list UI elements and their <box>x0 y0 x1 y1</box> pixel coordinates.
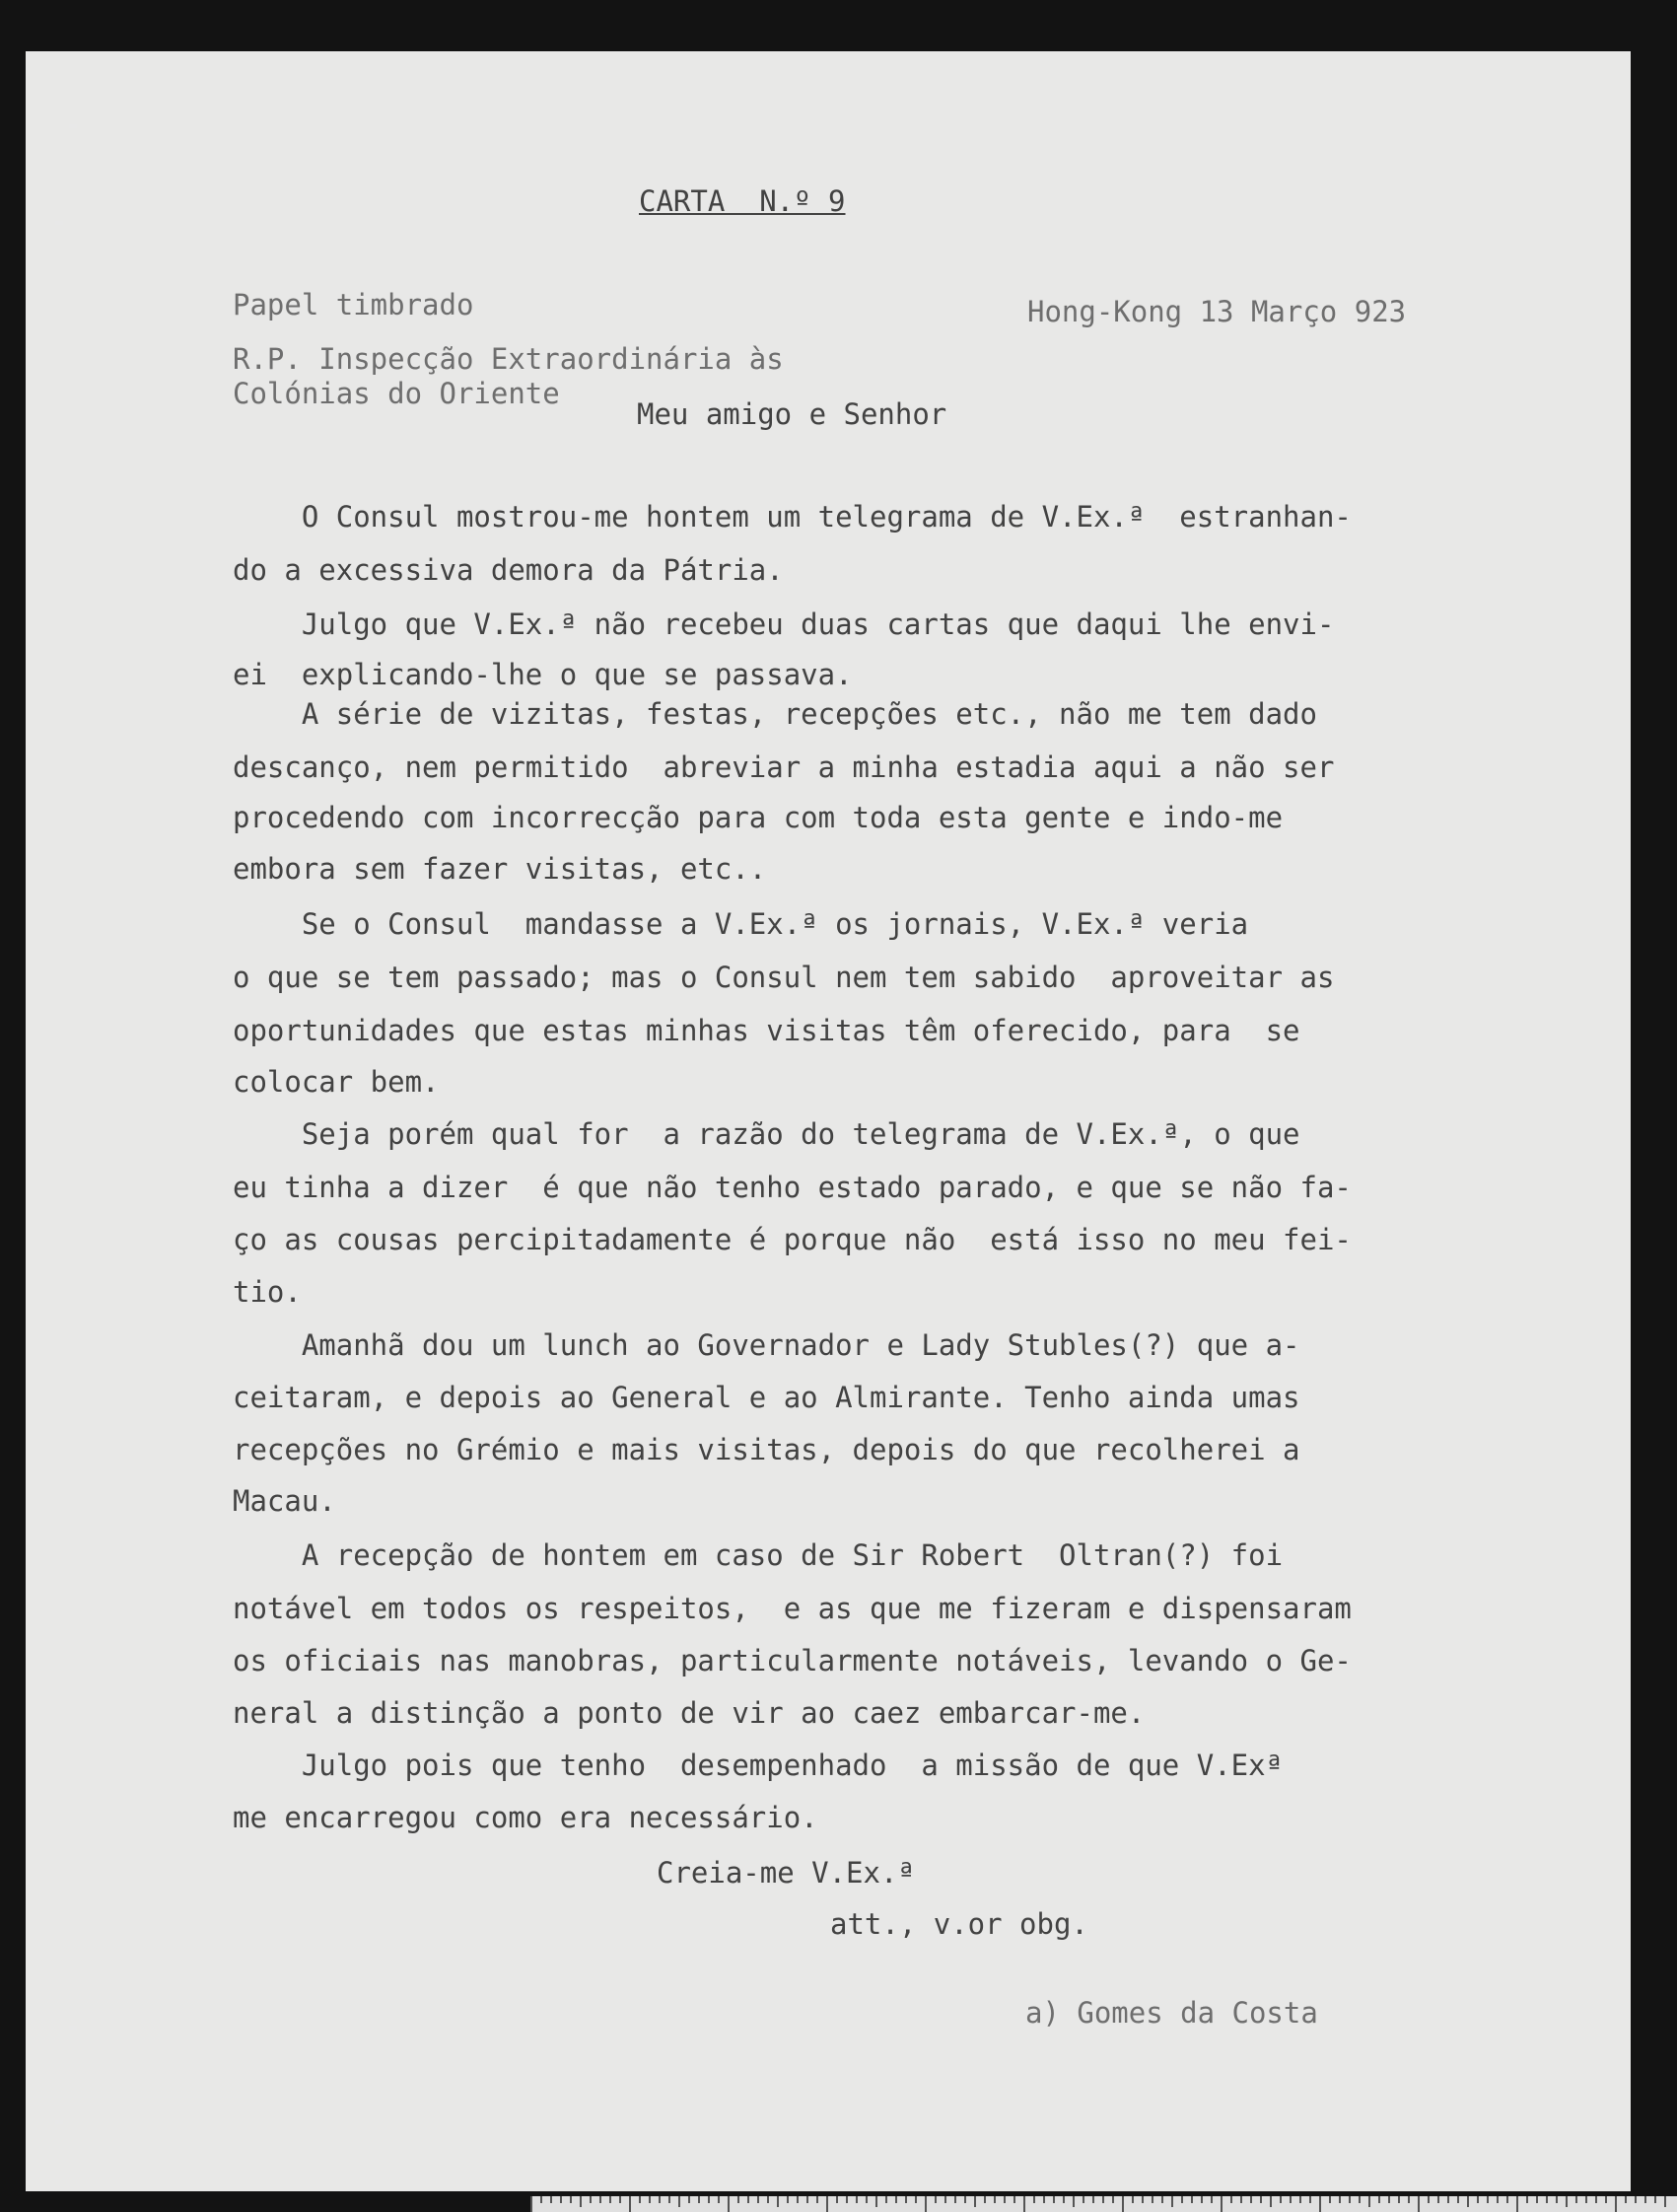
scale-tick <box>925 2196 927 2212</box>
body-line: tio. <box>233 1275 302 1309</box>
scale-tick <box>915 2196 917 2203</box>
body-line: A recepção de hontem em caso de Sir Robert Oltran(?) foi <box>233 1538 1284 1572</box>
scale-tick <box>1467 2196 1469 2207</box>
scale-tick <box>590 2196 592 2203</box>
scale-tick <box>1319 2196 1321 2212</box>
scale-tick <box>1132 2196 1134 2203</box>
body-line: descanço, nem permitido abreviar a minha estadia aqui a não ser <box>233 750 1335 784</box>
scale-tick <box>1664 2196 1666 2207</box>
scale-tick <box>1329 2196 1331 2203</box>
scale-tick <box>1408 2196 1410 2203</box>
scale-tick <box>875 2196 877 2207</box>
body-line: embora sem fazer visitas, etc.. <box>233 852 767 886</box>
body-line: Amanhã dou um lunch ao Governador e Lady Stubles(?) que a- <box>233 1328 1300 1362</box>
measurement-scale <box>530 2196 1677 2212</box>
scale-tick <box>1388 2196 1390 2203</box>
scale-tick <box>1290 2196 1292 2203</box>
body-line: Se o Consul mandasse a V.Ex.ª os jornais, V.Ex.ª veria <box>233 907 1249 941</box>
body-line: do a excessiva demora da Pátria. <box>233 553 784 587</box>
body-line: A série de vizitas, festas, recepções etc., não me tem dado <box>233 697 1317 731</box>
scale-tick <box>1043 2196 1045 2203</box>
scale-tick <box>1536 2196 1538 2203</box>
letter-heading: CARTA N.º 9 <box>639 184 846 218</box>
body-line: colocar bem. <box>233 1065 440 1099</box>
scale-tick <box>1418 2196 1420 2212</box>
body-line: neral a distinção a ponto de vir ao caez embarcar-me. <box>233 1696 1146 1730</box>
scale-tick <box>698 2196 700 2203</box>
scale-tick <box>1023 2196 1025 2212</box>
scale-tick <box>1644 2196 1646 2203</box>
scale-tick <box>866 2196 868 2203</box>
scale-tick <box>1349 2196 1351 2203</box>
scale-tick <box>1526 2196 1528 2203</box>
scale-tick <box>1595 2196 1597 2203</box>
scale-tick <box>994 2196 996 2203</box>
scale-tick <box>1083 2196 1084 2203</box>
scale-tick <box>984 2196 986 2203</box>
scale-tick <box>1359 2196 1361 2203</box>
sender-line-1: R.P. Inspecção Extraordinária às <box>233 342 784 376</box>
scale-tick <box>1250 2196 1252 2203</box>
scale-tick <box>540 2196 542 2203</box>
body-line: Macau. <box>233 1484 336 1518</box>
scale-tick <box>1635 2196 1637 2203</box>
scale-tick <box>1556 2196 1558 2203</box>
scale-tick <box>678 2196 680 2207</box>
scale-tick <box>1152 2196 1153 2203</box>
scale-tick <box>1240 2196 1242 2203</box>
scale-tick <box>1487 2196 1489 2203</box>
scale-tick <box>1102 2196 1104 2203</box>
body-line: eu tinha a dizer é que não tenho estado parado, e que se não fa- <box>233 1171 1352 1204</box>
scale-tick <box>1477 2196 1479 2203</box>
scale-tick <box>619 2196 621 2203</box>
scale-tick <box>1566 2196 1568 2207</box>
scale-tick <box>1625 2196 1627 2203</box>
scale-tick <box>1615 2196 1617 2212</box>
salutation: Meu amigo e Senhor <box>637 397 947 431</box>
scale-tick <box>1447 2196 1449 2203</box>
scale-tick <box>944 2196 946 2203</box>
scale-tick <box>1221 2196 1223 2212</box>
scale-tick <box>1497 2196 1499 2203</box>
body-line: Julgo pois que tenho desempenhado a missão de que V.Exª <box>233 1748 1284 1782</box>
scale-tick <box>1378 2196 1380 2203</box>
scale-tick <box>1073 2196 1075 2207</box>
scale-tick <box>1546 2196 1548 2203</box>
scale-tick <box>1122 2196 1124 2212</box>
scale-tick <box>639 2196 641 2203</box>
scale-tick <box>550 2196 552 2203</box>
scale-tick <box>806 2196 808 2203</box>
margin-mark <box>69 2026 77 2030</box>
scale-tick <box>1161 2196 1163 2203</box>
scale-tick <box>1428 2196 1430 2203</box>
scale-tick <box>1260 2196 1262 2203</box>
body-line: oportunidades que estas minhas visitas têm oferecido, para se <box>233 1014 1300 1047</box>
scale-tick <box>1270 2196 1272 2207</box>
scale-tick <box>895 2196 897 2203</box>
margin-mark <box>55 2120 63 2124</box>
scale-tick <box>1142 2196 1144 2203</box>
scale-tick <box>728 2196 730 2212</box>
scale-tick <box>1053 2196 1055 2203</box>
scale-tick <box>1605 2196 1607 2203</box>
scale-tick <box>1191 2196 1193 2203</box>
closing-line-1: Creia-me V.Ex.ª <box>657 1856 915 1890</box>
scale-tick <box>816 2196 818 2203</box>
scale-tick <box>935 2196 937 2203</box>
sender-line-2: Colónias do Oriente <box>233 377 560 410</box>
scale-tick <box>1063 2196 1065 2203</box>
scale-tick <box>1398 2196 1400 2203</box>
scale-tick <box>1171 2196 1173 2207</box>
scale-tick <box>1004 2196 1006 2203</box>
scale-tick <box>747 2196 749 2203</box>
scale-tick <box>1201 2196 1203 2203</box>
body-line: notável em todos os respeitos, e as que me fizeram e dispensaram <box>233 1592 1352 1625</box>
scale-tick <box>1033 2196 1035 2203</box>
scale-tick <box>856 2196 858 2203</box>
scale-tick <box>629 2196 631 2212</box>
scale-tick <box>836 2196 838 2203</box>
scale-tick <box>787 2196 789 2203</box>
body-line: o que se tem passado; mas o Consul nem tem sabido aproveitar as <box>233 961 1335 994</box>
body-line: Julgo que V.Ex.ª não recebeu duas cartas que daqui lhe envi- <box>233 607 1335 641</box>
scale-tick <box>570 2196 572 2203</box>
scale-tick <box>599 2196 601 2203</box>
scale-tick <box>1516 2196 1518 2212</box>
scale-tick <box>708 2196 710 2203</box>
body-line: Seja porém qual for a razão do telegrama de V.Ex.ª, o que <box>233 1117 1300 1151</box>
body-line: ei explicando-lhe o que se passava. <box>233 658 853 691</box>
place-date: Hong-Kong 13 Março 923 <box>1027 295 1407 328</box>
scale-tick <box>1299 2196 1301 2203</box>
scale-tick <box>718 2196 720 2203</box>
scale-tick <box>1575 2196 1577 2203</box>
scale-tick <box>1112 2196 1114 2203</box>
scale-tick <box>1092 2196 1094 2203</box>
scale-tick <box>688 2196 690 2203</box>
scale-tick <box>1280 2196 1282 2203</box>
scale-tick <box>964 2196 966 2203</box>
margin-mark <box>69 124 77 128</box>
closing-line-2: att., v.or obg. <box>830 1907 1088 1941</box>
letterhead-note: Papel timbrado <box>233 288 474 321</box>
signature: a) Gomes da Costa <box>1025 1996 1318 2030</box>
scale-tick <box>560 2196 562 2203</box>
scale-tick <box>1339 2196 1341 2203</box>
scale-tick <box>1585 2196 1587 2203</box>
scale-tick <box>826 2196 828 2212</box>
scale-tick <box>846 2196 848 2203</box>
scale-tick <box>885 2196 887 2203</box>
body-line: recepções no Grémio e mais visitas, depois do que recolherei a <box>233 1433 1300 1466</box>
scale-tick <box>797 2196 799 2203</box>
scale-tick <box>530 2196 532 2212</box>
body-line: O Consul mostrou-me hontem um telegrama de V.Ex.ª estranhan- <box>233 500 1352 534</box>
scale-tick <box>954 2196 956 2203</box>
scale-tick <box>974 2196 976 2207</box>
scale-tick <box>609 2196 611 2203</box>
scale-tick <box>1437 2196 1439 2203</box>
scale-tick <box>1654 2196 1656 2203</box>
scale-tick <box>737 2196 739 2203</box>
scale-tick <box>1230 2196 1232 2203</box>
scale-tick <box>1211 2196 1213 2203</box>
margin-mark <box>55 221 63 225</box>
scale-tick <box>659 2196 661 2203</box>
scale-tick <box>580 2196 582 2207</box>
scale-tick <box>777 2196 779 2207</box>
scale-tick <box>649 2196 651 2203</box>
scale-tick <box>1506 2196 1508 2203</box>
body-line: os oficiais nas manobras, particularmente notáveis, levando o Ge- <box>233 1644 1352 1677</box>
scale-tick <box>1457 2196 1459 2203</box>
scale-tick <box>1309 2196 1311 2203</box>
body-line: ceitaram, e depois ao General e ao Almirante. Tenho ainda umas <box>233 1381 1300 1414</box>
body-line: ço as cousas percipitadamente é porque não está isso no meu fei- <box>233 1223 1352 1256</box>
scale-tick <box>1368 2196 1370 2207</box>
scale-tick <box>1181 2196 1183 2203</box>
scale-tick <box>767 2196 769 2203</box>
scale-tick <box>905 2196 907 2203</box>
scale-tick <box>668 2196 670 2203</box>
scale-tick <box>757 2196 759 2203</box>
body-line: procedendo com incorrecção para com toda esta gente e indo-me <box>233 801 1284 834</box>
body-line: me encarregou como era necessário. <box>233 1801 818 1834</box>
scale-tick <box>1013 2196 1015 2203</box>
